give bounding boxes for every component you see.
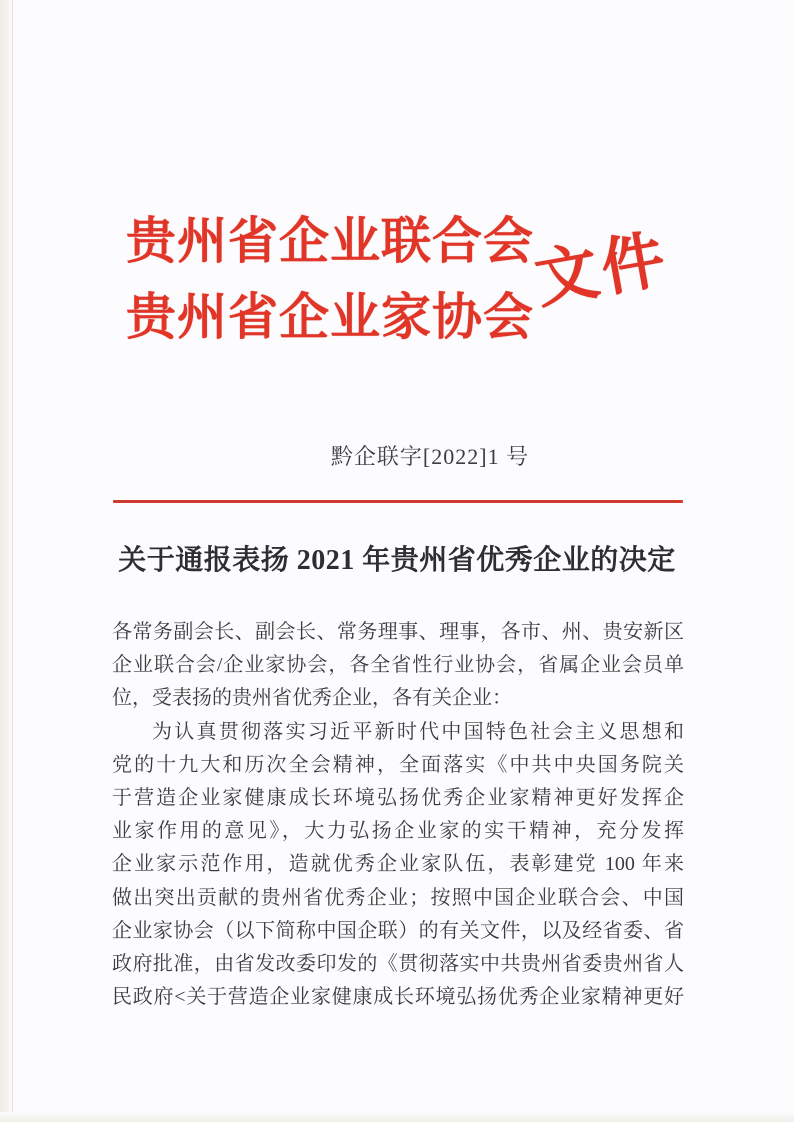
- issuer-name-line-2: 贵州省企业家协会: [126, 289, 534, 345]
- body-line: 各常务副会长、副会长、常务理事、理事，各市、州、贵安新区: [112, 621, 684, 643]
- body-line: 业家作用的意见》，大力弘扬企业家的实干精神，充分发挥: [112, 820, 684, 843]
- red-divider-rule: [113, 500, 683, 503]
- body-line: 党的十九大和历次全会精神，全面落实《中共中央国务院关: [112, 753, 684, 776]
- document-number: 黔企联字[2022]1 号: [330, 444, 530, 469]
- body-line: 为认真贯彻落实习近平新时代中国特色社会主义思想和: [152, 720, 684, 743]
- body-line: 企业联合会/企业家协会，各全省性行业协会，省属企业会员单: [112, 654, 684, 677]
- body-line: 做出突出贡献的贵州省优秀企业；按照中国企业联合会、中国: [112, 886, 684, 909]
- letterhead: [126, 203, 534, 355]
- scan-edge-bottom: [0, 1112, 794, 1122]
- body-line: 企业家示范作用，造就优秀企业家队伍，表彰建党 100 年来: [112, 853, 684, 876]
- body-line: 民政府<关于营造企业家健康成长环境弘扬优秀企业家精神更好: [112, 986, 684, 1009]
- document-title: 关于通报表扬 2021 年贵州省优秀企业的决定: [118, 545, 676, 576]
- body-line: 位，受表扬的贵州省优秀企业，各有关企业：: [112, 687, 512, 710]
- body-line: 企业家协会（以下简称中国企联）的有关文件，以及经省委、省: [112, 919, 684, 942]
- document-marker: 文件: [529, 223, 675, 317]
- document-body: [112, 616, 684, 1014]
- issuer-name-line-1: 贵州省企业联合会: [126, 213, 534, 269]
- body-line: 政府批准，由省发改委印发的《贯彻落实中共贵州省委贵州省人: [112, 953, 684, 976]
- body-line: 于营造企业家健康成长环境弘扬优秀企业家精神更好发挥企: [112, 787, 684, 810]
